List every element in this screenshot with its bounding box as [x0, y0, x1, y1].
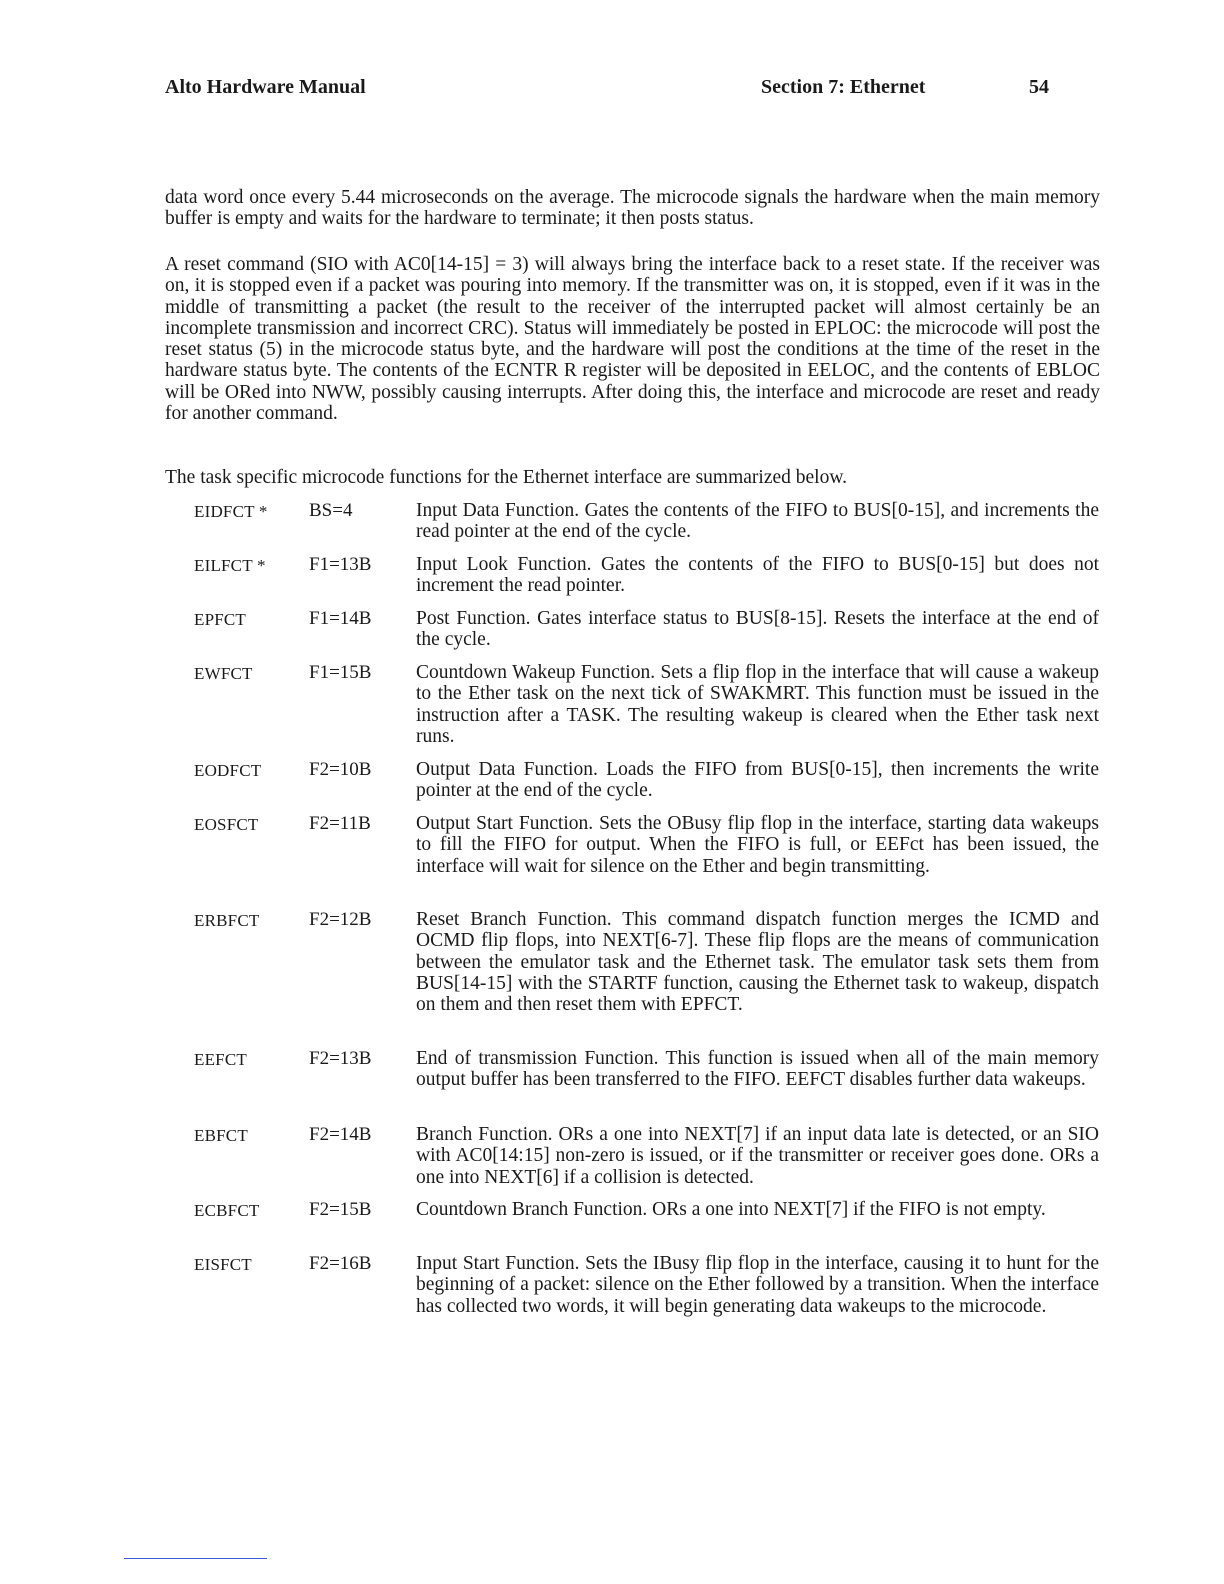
- function-description: Post Function. Gates interface status to BUS[8-15]. Resets the interface at the end of the cycle.: [416, 608, 1099, 651]
- function-description: Reset Branch Function. This command dispatch function merges the ICMD and OCMD flip flops, into NEXT[6-7]. These flip flops are the means of communication between the emulator task and the Ethernet task. The emulator task sets them from BUS[14-15] with the STARTF function, causing the Ethernet task to wakeup, dispatch on them and then reset them with EPFCT.: [416, 909, 1099, 1016]
- function-description: Countdown Branch Function. ORs a one into NEXT[7] if the FIFO is not empty.: [416, 1199, 1046, 1220]
- function-description: Input Data Function. Gates the contents of the FIFO to BUS[0-15], and increments the read pointer at the end of the cycle.: [416, 500, 1099, 543]
- function-code: F2=14B: [309, 1124, 372, 1145]
- function-code: F2=15B: [309, 1199, 372, 1220]
- function-name: EIDFCT *: [194, 502, 268, 521]
- function-name: ERBFCT: [194, 911, 260, 930]
- page-header: [165, 76, 1100, 102]
- function-name: EODFCT: [194, 761, 262, 780]
- function-description: End of transmission Function. This function is issued when all of the main memory output buffer has been transferred to the FIFO. EEFCT disables further data wakeups.: [416, 1048, 1099, 1091]
- manual-title: Alto Hardware Manual: [165, 76, 366, 98]
- function-code: F2=10B: [309, 759, 372, 780]
- paragraph-reset-command: A reset command (SIO with AC0[14-15] = 3) will always bring the interface back to a reset state. If the receiver was on, it is stopped even if a packet was pouring into memory. If the transmitter was on, it is stopped, even if it was in the middle of transmitting a packet (the result to the receiver of the interrupted packet will almost certainly be an incomplete transmission and incorrect CRC). Status will immediately be posted in EPLOC: the microcode will post the reset status (5) in the microcode status byte, and the hardware will post the conditions at the time of the reset in the hardware status byte. The contents of the ECNTR R register will be deposited in EELOC, and the contents of EBLOC will be ORed into NWW, possibly causing interrupts. After doing this, the interface and microcode are reset and ready for another command.: [165, 254, 1100, 425]
- function-name: EPFCT: [194, 610, 247, 629]
- function-code: F2=13B: [309, 1048, 372, 1069]
- function-code: F1=15B: [309, 662, 372, 683]
- function-name: EWFCT: [194, 664, 253, 683]
- function-description: Output Start Function. Sets the OBusy flip flop in the interface, starting data wakeups to fill the FIFO for output. When the FIFO is full, or EEFct has been issued, the interface will wait for silence on the Ether and begin transmitting.: [416, 813, 1099, 877]
- function-code: F2=12B: [309, 909, 372, 930]
- function-description: Output Data Function. Loads the FIFO from BUS[0-15], then increments the write pointer at the end of the cycle.: [416, 759, 1099, 802]
- function-code: BS=4: [309, 500, 353, 521]
- function-description: Input Look Function. Gates the contents of the FIFO to BUS[0-15] but does not increment the read pointer.: [416, 554, 1099, 597]
- function-name: EOSFCT: [194, 815, 259, 834]
- function-name: EEFCT: [194, 1050, 247, 1069]
- function-description: Input Start Function. Sets the IBusy flip flop in the interface, causing it to hunt for the beginning of a packet: silence on the Ether followed by a transition. When the interface has collected two words, it will begin generating data wakeups to the microcode.: [416, 1253, 1099, 1317]
- function-description: Branch Function. ORs a one into NEXT[7] if an input data late is detected, or an SIO with AC0[14:15] non-zero is issued, or if the transmitter or receiver goes done. ORs a one into NEXT[6] if a collision is detected.: [416, 1124, 1099, 1188]
- footnote-separator: [124, 1558, 267, 1559]
- function-code: F1=14B: [309, 608, 372, 629]
- paragraph-summary-intro: The task specific microcode functions for the Ethernet interface are summarized below.: [165, 467, 848, 488]
- function-code: F2=11B: [309, 813, 371, 834]
- page-number: 54: [1029, 76, 1049, 98]
- function-name: EISFCT: [194, 1255, 252, 1274]
- function-code: F2=16B: [309, 1253, 372, 1274]
- section-title: Section 7: Ethernet: [761, 76, 926, 98]
- function-name: EBFCT: [194, 1126, 248, 1145]
- function-code: F1=13B: [309, 554, 372, 575]
- function-name: EILFCT *: [194, 556, 266, 575]
- function-name: ECBFCT: [194, 1201, 260, 1220]
- paragraph-continuation: data word once every 5.44 microseconds on the average. The microcode signals the hardware when the main memory buffer is empty and waits for the hardware to terminate; it then posts status.: [165, 187, 1100, 230]
- function-description: Countdown Wakeup Function. Sets a flip flop in the interface that will cause a wakeup to the Ether task on the next tick of SWAKMRT. This function must be issued in the instruction after a TASK. The resulting wakeup is cleared when the Ether task next runs.: [416, 662, 1099, 747]
